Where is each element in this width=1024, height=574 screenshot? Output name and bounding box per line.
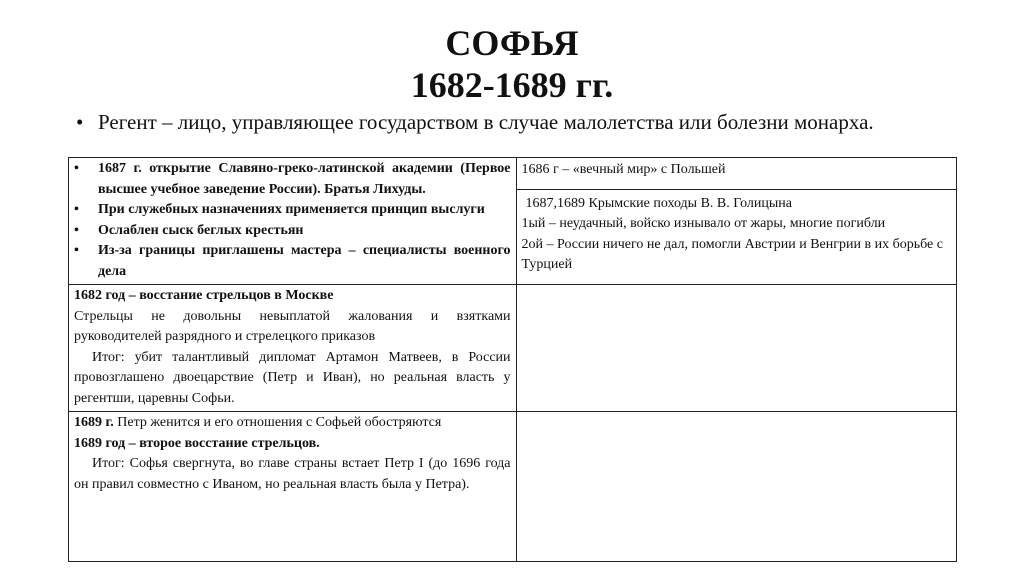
definition-text: Регент – лицо, управляющее государством в случае малолетства или болезни монарха. (98, 110, 874, 134)
bullet-marker: • (74, 202, 79, 217)
slide-title (0, 22, 1024, 106)
event-text: При служебных назначениях применяется принцип выслуги (98, 202, 485, 217)
academy-name: Славяно-греко-латинской академии (218, 161, 453, 176)
empty-cell (516, 412, 956, 562)
bullet-marker: • (76, 110, 84, 134)
event-text: (Первое высшее учебное заведение России). Братья Лихуды. (98, 161, 511, 197)
campaign-2: 2ой – России ничего не дал, помогли Австрии и Венгрии в их борьбе с Турцией (521, 236, 943, 272)
bullet-marker: • (74, 243, 79, 258)
event-text: Из-за границы приглашены мастера – специалисты военного дела (98, 243, 511, 279)
events-table (68, 157, 957, 562)
list-item (74, 200, 511, 221)
list-item (74, 241, 511, 282)
uprising-heading: 1682 год – восстание стрельцов в Москве (74, 288, 334, 303)
event-year: 1687 г. (98, 161, 142, 176)
table-row (69, 285, 957, 412)
event-text: открытие (141, 161, 219, 176)
uprising-result: Итог: убит талантливый дипломат Артамон Матвеев, в России провозглашено двоецарствие (Петр и Иван), но реальная власть у регентши, царевны Софьи. (74, 349, 511, 406)
bullet-marker: • (74, 161, 79, 176)
uprising-cause: Стрельцы не довольны невыплатой жалования и взятками руководителей разрядного и стрелецкого приказов (74, 308, 511, 344)
event-year: 1689 г. (74, 415, 114, 430)
empty-cell (516, 285, 956, 412)
foreign-policy-cell (516, 158, 956, 285)
reforms-list (74, 159, 511, 282)
uprising-result: Итог: Софья свергнута, во главе страны встает Петр I (до 1696 года он правил совместно с Иваном, но реальная власть была у Петра). (74, 456, 511, 492)
campaigns-heading: 1687,1689 Крымские походы В. В. Голицына (525, 195, 793, 211)
title-line-1: СОФЬЯ (445, 23, 579, 63)
crimean-campaigns-note (517, 190, 956, 276)
event-text: Ослаблен сыск беглых крестьян (98, 222, 304, 238)
reforms-cell (69, 158, 517, 285)
uprising-heading: 1689 год – второе восстание стрельцов. (74, 435, 320, 451)
marriage-note (74, 413, 511, 434)
title-line-2: 1682-1689 гг. (410, 65, 614, 105)
eternal-peace-note: 1686 г – «вечный мир» с Польшей (517, 158, 956, 190)
table-row (69, 412, 957, 562)
uprising-1682-cell (69, 285, 517, 412)
list-item (74, 221, 511, 242)
definition-bullet (76, 108, 976, 136)
uprising-1689-cell (69, 412, 517, 562)
table-row (69, 158, 957, 285)
event-text: Петр женится и его отношения с Софьей обостряются (113, 415, 442, 430)
list-item (74, 159, 511, 200)
bullet-marker: • (74, 222, 79, 238)
campaign-1: 1ый – неудачный, войско изнывало от жары, многие погибли (521, 216, 886, 231)
